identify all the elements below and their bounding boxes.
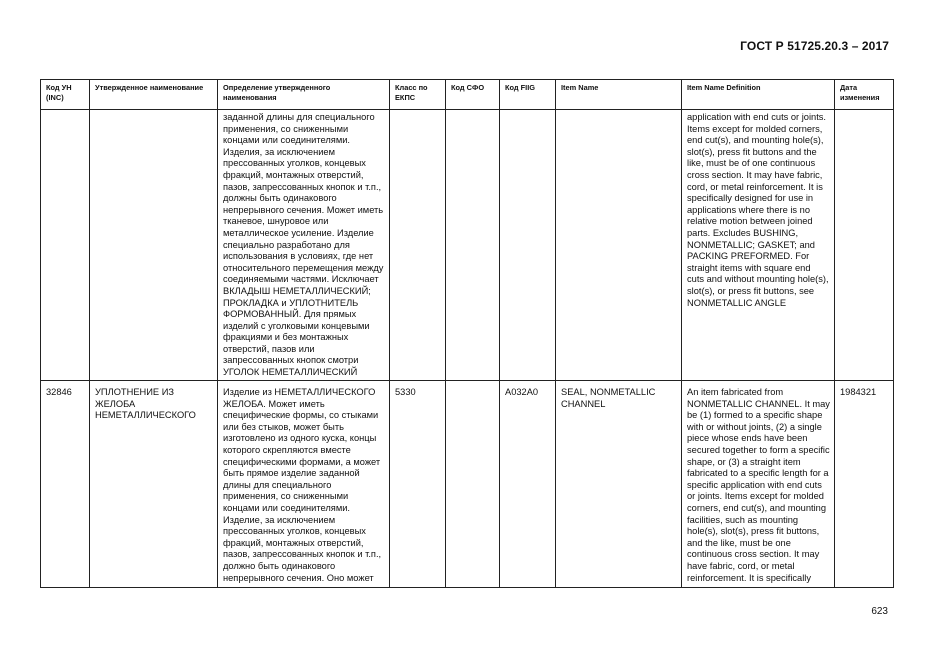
cell-definition-ru: Изделие из НЕМЕТАЛЛИЧЕСКОГО ЖЕЛОБА. Может иметь специфические формы, со стыками или без стыков, может быть изготовлено из одного куска, концы которого скрепляются вместе специфическими формами, а может быть прямое изделие заданной длины для специального применения, со сниженными концами или соединителями. Изделие, за исключением прессованных уголков, концевых фракций, монтажных отверстий, пазов, запрессованных кнопок и т.п., должно быть одинакового непрерывного сечения. Оно может xyxy=(218,381,390,588)
cell-approved-name xyxy=(90,110,218,381)
cell-change-date xyxy=(835,110,894,381)
cell-change-date: 1984321 xyxy=(835,381,894,588)
col-header-change-date: Дата изменения xyxy=(835,80,894,110)
col-header-approved-name: Утвержденное наименование xyxy=(90,80,218,110)
standard-designation: ГОСТ Р 51725.20.3 – 2017 xyxy=(740,39,889,53)
table-row xyxy=(41,381,894,588)
cell-ekps-class xyxy=(390,110,446,381)
table-header-row xyxy=(41,80,894,110)
col-header-ekps-class: Класс по ЕКПС xyxy=(390,80,446,110)
page-number: 623 xyxy=(871,606,888,617)
cell-fiig-code xyxy=(500,110,556,381)
col-header-sfo-code: Код СФО xyxy=(446,80,500,110)
cell-item-name: SEAL, NONMETALLIC CHANNEL xyxy=(556,381,682,588)
col-header-item-name: Item Name xyxy=(556,80,682,110)
col-header-fiig-code: Код FIIG xyxy=(500,80,556,110)
cell-sfo-code xyxy=(446,110,500,381)
col-header-inc: Код УН (INC) xyxy=(41,80,90,110)
cell-definition-ru: заданной длины для специального применения, со сниженными концами или соединителями. Изделия, за исключением прессованных уголков, концевых фракций, монтажных отверстий, пазов, запрессованных кнопок и т.п., должны быть одинакового непрерывного сечения. Может иметь тканевое, шнуровое или металлическое усиление. Изделие специально разработано для использования в условиях, где нет относительного перемещения между соединяемыми частями. Исключает ВКЛАДЫШ НЕМЕТАЛЛИЧЕСКИЙ; ПРОКЛАДКА и УПЛОТНИТЕЛЬ ФОРМОВАННЫЙ. Для прямых изделий с уголковыми концевыми фракциями и без монтажных отверстий, пазов или запрессованных кнопок смотри УГОЛОК НЕМЕТАЛЛИЧЕСКИЙ xyxy=(218,110,390,381)
cell-sfo-code xyxy=(446,381,500,588)
col-header-item-name-definition: Item Name Definition xyxy=(682,80,835,110)
cell-approved-name: УПЛОТНЕНИЕ ИЗ ЖЕЛОБА НЕМЕТАЛЛИЧЕСКОГО xyxy=(90,381,218,588)
cell-inc xyxy=(41,110,90,381)
cell-definition-en: An item fabricated from NONMETALLIC CHANNEL. It may be (1) formed to a specific shape with or without joints, (2) a single piece whose ends have been secured together to form a specific shape, or (3) a straight item fabricated to a specific length for a specific application with end cuts or joints. Items except for molded corners, end cut(s), and mounting facilities, such as mounting hole(s), slot(s), press fit buttons, and the like, must be one continuous cross section. It may have fabric, cord, or metal reinforcement. It is specifically xyxy=(682,381,835,588)
cell-inc: 32846 xyxy=(41,381,90,588)
cell-ekps-class: 5330 xyxy=(390,381,446,588)
classification-table xyxy=(40,79,894,588)
col-header-definition-ru: Определение утвержденного наименования xyxy=(218,80,390,110)
cell-definition-en: application with end cuts or joints. Items except for molded corners, end cut(s), and mounting hole(s), slot(s), press fit buttons and the like, must be of one continuous cross section. It may have fabric, cord, or metal reinforcement. It is specifically designed for use in applications where there is no relative motion between joined parts. Excludes BUSHING, NONMETALLIC; GASKET; and PACKING PREFORMED. For straight items with square end cuts and without mounting hole(s), slot(s), or press fit buttons, see NONMETALLIC ANGLE xyxy=(682,110,835,381)
cell-item-name xyxy=(556,110,682,381)
cell-fiig-code: A032A0 xyxy=(500,381,556,588)
table-row xyxy=(41,110,894,381)
